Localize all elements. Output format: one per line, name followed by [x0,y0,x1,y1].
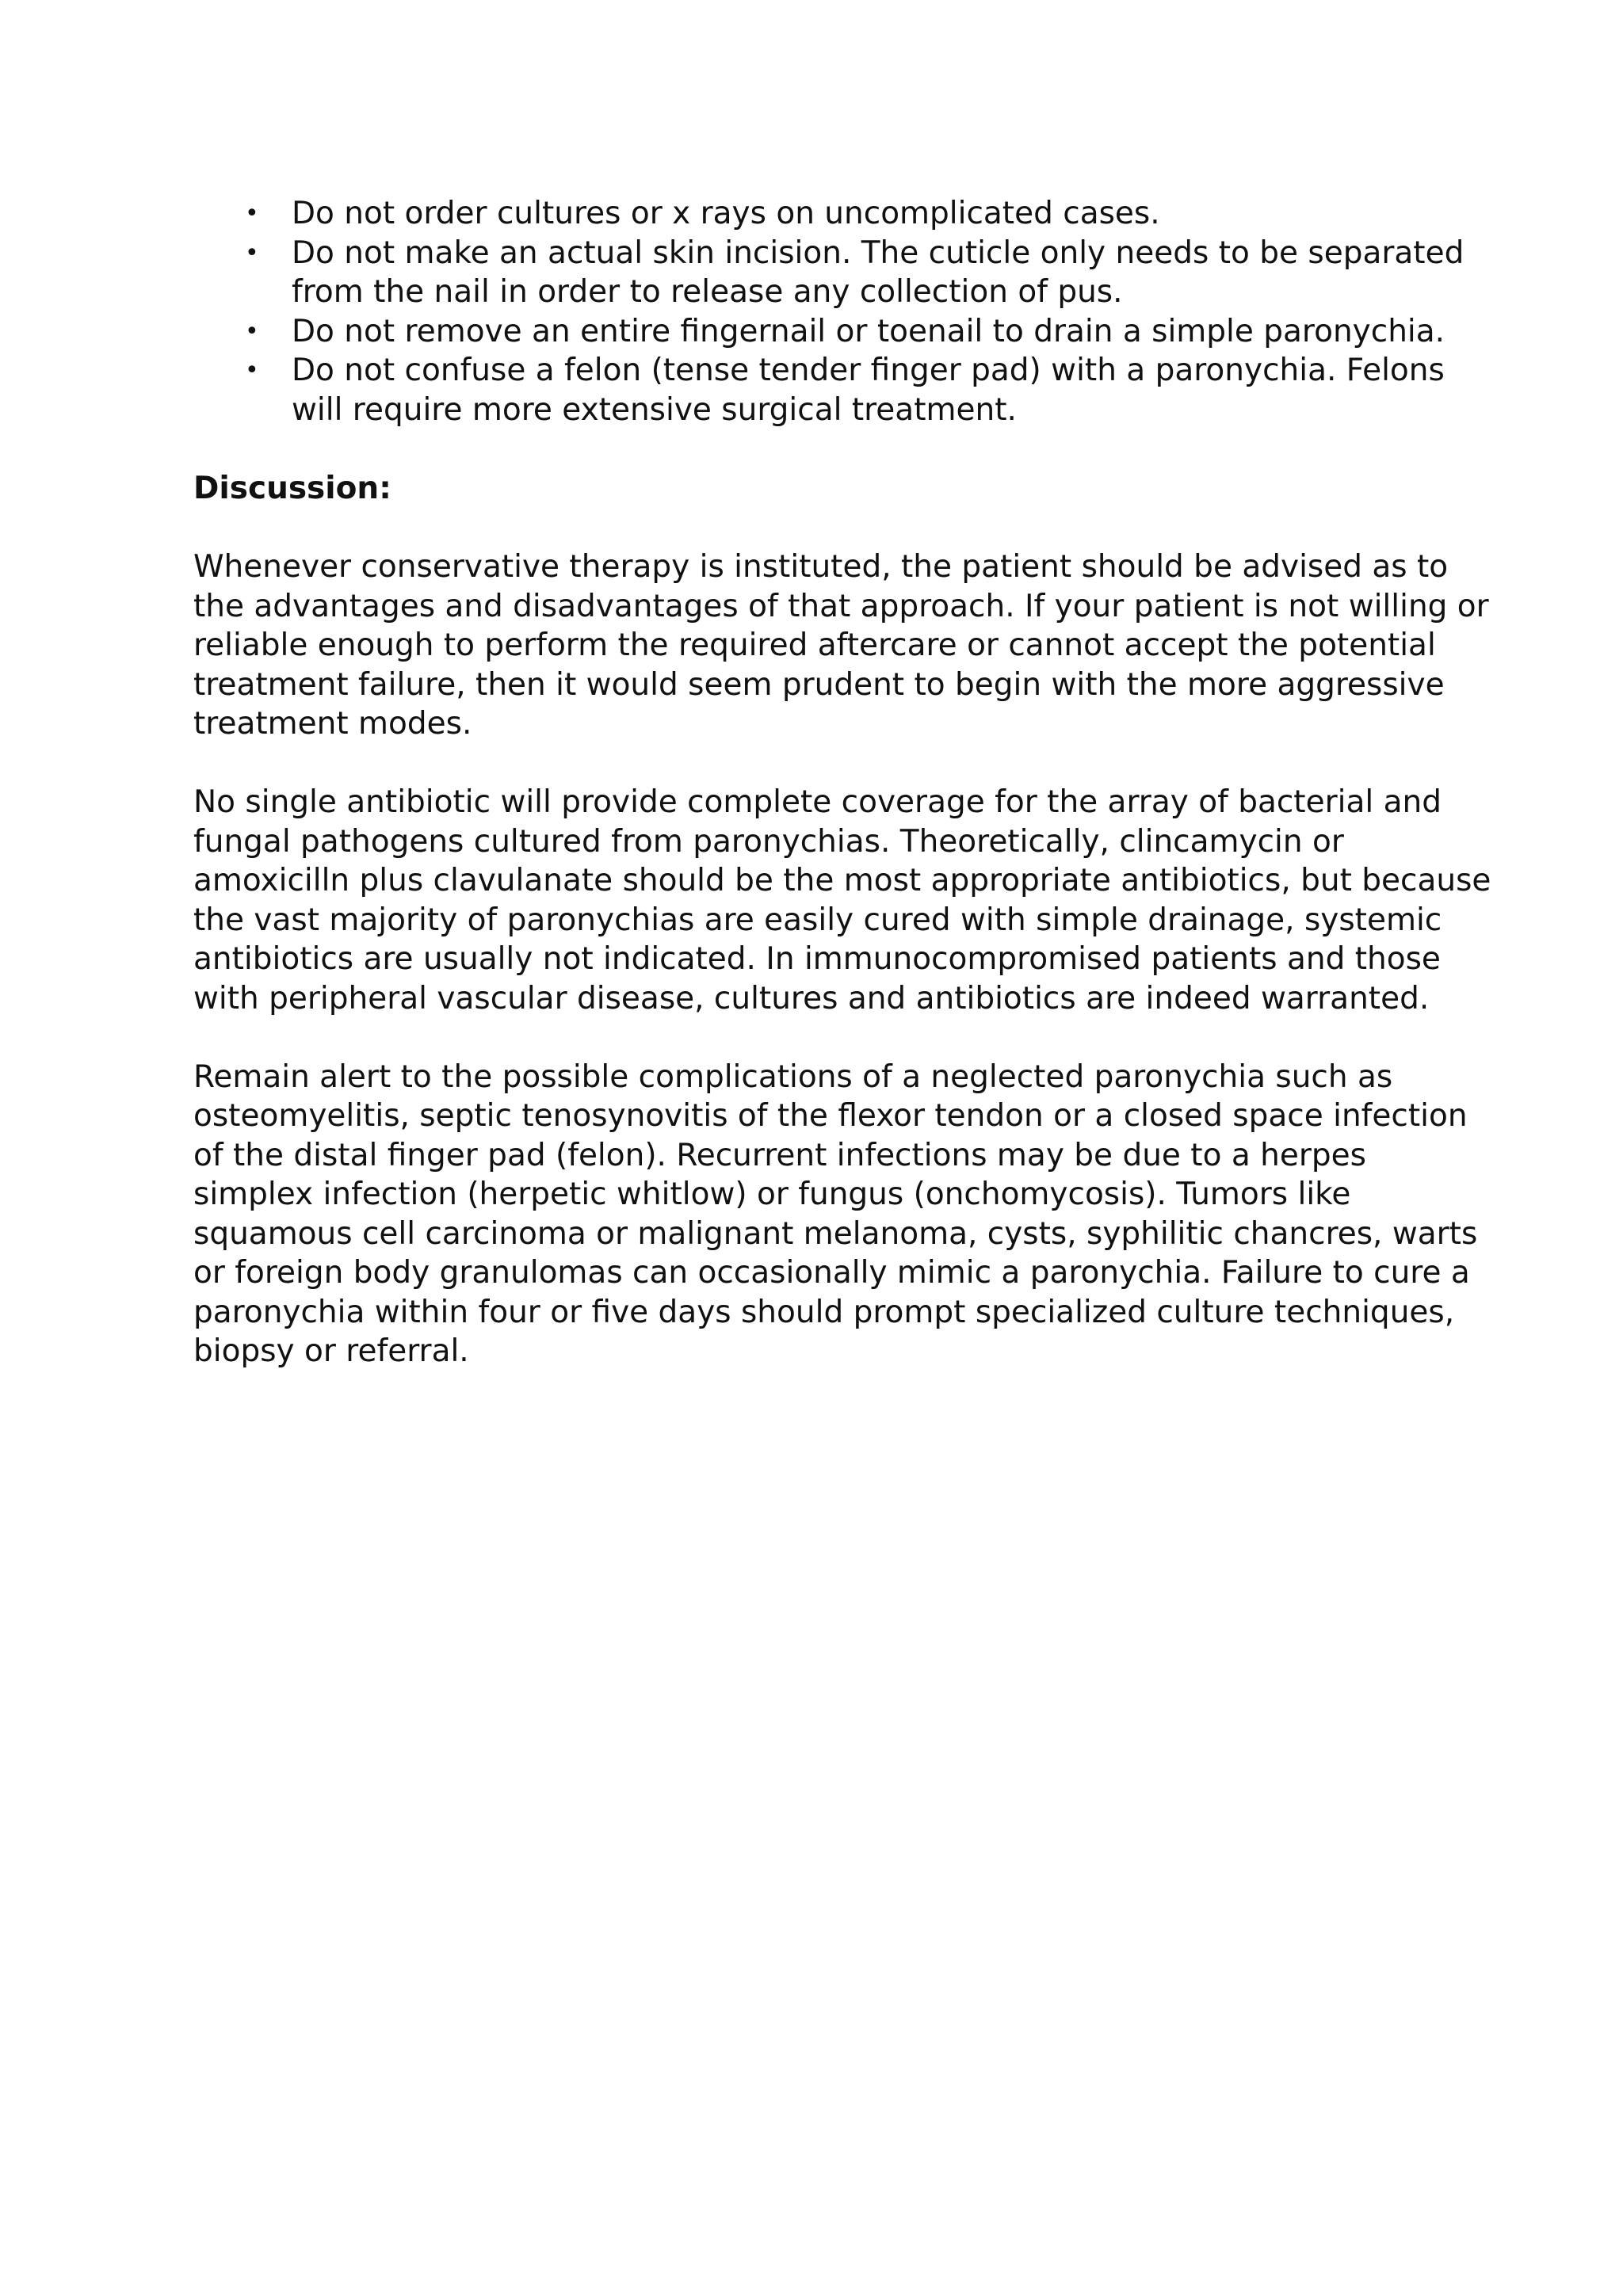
discussion-paragraph-antibiotics: No single antibiotic will provide complete coverage for the array of bacterial and fungal pathogens cultured from paronychias. Theoretically, clincamycin or amoxicilln plus clavulanate should be the most appropriate antibiotics, but because the vast majority of paronychias are easily cured with simple drainage, systemic antibiotics are usually not indicated. In immunocompromised patients and those with peripheral vascular disease, cultures and antibiotics are indeed warranted. [193,784,1491,1016]
list-item [193,194,1493,234]
list-item [193,312,1493,352]
discussion-paragraph-complications: Remain alert to the possible complications of a neglected paronychia such as osteomyelitis, septic tenosynovitis of the flexor tendon or a closed space infection of the distal finger pad (felon). Recurrent infections may be due to a herpes simplex infection (herpetic whitlow) or fungus (onchomycosis). Tumors like squamous cell carcinoma or malignant melanoma, cysts, syphilitic chancres, warts or foreign body granulomas can occasionally mimic a paronychia. Failure to cure a paronychia within four or five days should prompt specialized culture techniques, biopsy or referral. [193,1058,1478,1369]
bullet-icon: • [245,238,259,267]
list-item-text: Do not order cultures or x rays on uncomplicated cases. [292,196,1160,231]
discussion-paragraph-conservative-therapy: Whenever conservative therapy is instituted, the patient should be advised as to the advantages and disadvantages of that approach. If your patient is not willing or reliable enough to perform the required aftercare or cannot accept the potential treatment failure, then it would seem prudent to begin with the more aggressive treatment modes. [193,549,1489,742]
list-item-text: Do not make an actual skin incision. The cuticle only needs to be separated from the nail in order to release any collection of pus. [292,235,1465,310]
bullet-icon: • [245,357,259,384]
list-item [193,234,1493,312]
list-item-text: Do not confuse a felon (tense tender finger pad) with a paronychia. Felons will require more extensive surgical treatment. [292,353,1445,428]
precautions-list [193,194,1493,429]
page-content [193,194,1493,1371]
bullet-icon: • [245,200,259,227]
list-item-text: Do not remove an entire fingernail or toenail to drain a simple paronychia. [292,313,1445,349]
list-item [193,351,1493,429]
bullet-icon: • [245,317,259,345]
discussion-heading: Discussion: [193,471,391,506]
